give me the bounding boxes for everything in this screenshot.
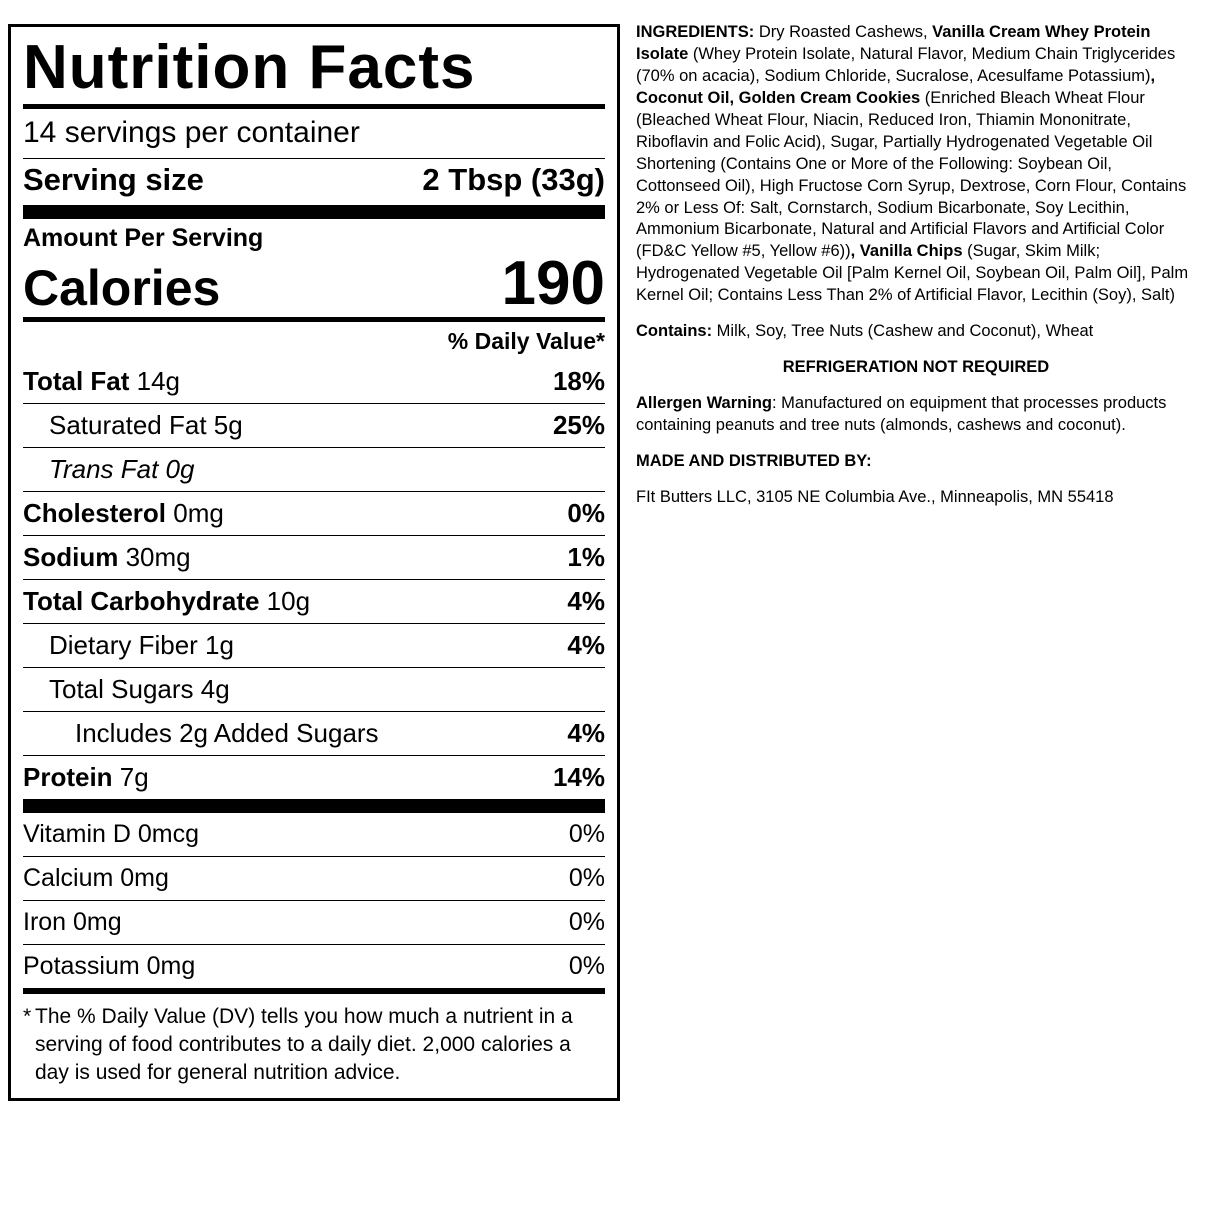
- nutrient-dv: 0%: [567, 497, 605, 528]
- table-row: [23, 580, 605, 624]
- table-row: [23, 668, 605, 712]
- manufacturer-address: FIt Butters LLC, 3105 NE Columbia Ave., Minneapolis, MN 55418: [636, 487, 1114, 506]
- ingredients-bold-3: , Vanilla Chips: [850, 242, 963, 261]
- nutrient-dv: 1%: [567, 541, 605, 572]
- table-row: [23, 756, 605, 799]
- table-row: [23, 360, 605, 404]
- daily-value-footnote: [23, 994, 605, 1088]
- ingredients-column: [636, 22, 1196, 523]
- table-row: [23, 901, 605, 945]
- ingredients-heading: INGREDIENTS:: [636, 23, 755, 41]
- table-row: [23, 492, 605, 536]
- daily-value-header: % Daily Value*: [447, 327, 605, 354]
- ingredients-line1: Dry Roasted Cashews,: [754, 23, 933, 41]
- serving-size-label: Serving size: [23, 161, 204, 197]
- nutrient-name: Total Fat 14g: [23, 365, 181, 396]
- allergen-warning-paragraph: [636, 393, 1196, 437]
- nutrient-dv: 0%: [568, 819, 605, 848]
- nutrient-dv: 0%: [568, 863, 605, 892]
- ingredients-after-bold-3: (Sugar, Skim Milk; Hydrogenated Vegetable Oil [Palm Kernel Oil, Soybean Oil, Palm Oil], Palm Kernel Oil; Contains Less Than 2% of Artificial Flavor, Lecithin (Soy), Salt): [636, 242, 1189, 305]
- table-row: [23, 404, 605, 448]
- calories-value: 190: [501, 248, 605, 318]
- nutrient-dv: 4%: [567, 585, 605, 616]
- divider-protein: [23, 799, 605, 813]
- nutrient-name: Iron 0mg: [23, 907, 122, 936]
- contains-text: Milk, Soy, Tree Nuts (Cashew and Coconut), Wheat: [712, 322, 1094, 341]
- nutrition-facts-panel: [8, 24, 620, 1101]
- table-row: [23, 857, 605, 901]
- nutrient-name: Cholesterol 0mg: [23, 497, 224, 528]
- contains-heading: Contains:: [636, 322, 713, 341]
- nutrient-name: Total Carbohydrate 10g: [23, 585, 311, 616]
- nutrient-dv: 4%: [567, 717, 605, 748]
- contains-paragraph: [636, 321, 1196, 343]
- table-row: [23, 536, 605, 580]
- nutrient-name: Vitamin D 0mcg: [23, 819, 199, 848]
- nutrition-facts-title: Nutrition Facts: [23, 33, 476, 102]
- calories-label: Calories: [23, 260, 221, 317]
- table-row: [23, 624, 605, 668]
- table-row: [23, 945, 605, 989]
- servings-per-container: 14 servings per container: [23, 116, 360, 150]
- divider-serving-size: [23, 205, 605, 219]
- table-row: [23, 448, 605, 492]
- nutrient-dv: 14%: [552, 761, 605, 792]
- nutrient-name: Saturated Fat 5g: [49, 409, 243, 440]
- nutrient-name: Dietary Fiber 1g: [49, 629, 234, 660]
- allergen-warning-text: : Manufactured on equipment that processes products containing peanuts and tree nuts (almonds, cashews and coconut).: [636, 394, 1167, 434]
- nutrient-dv: 0%: [568, 907, 605, 936]
- manufacturer-heading-text: MADE AND DISTRIBUTED BY:: [636, 451, 872, 470]
- ingredients-after-bold-2: (Enriched Bleach Wheat Flour (Bleached Wheat Flour, Niacin, Reduced Iron, Thiamin Mononitrate, Riboflavin and Folic Acid), Sugar, Partially Hydrogenated Vegetable Oil Shortening (Contains One or More of the Following: Soybean Oil, Cottonseed Oil), High Fructose Corn Syrup, Dextrose, Corn Flour, Contains 2% or Less Of: Salt, Cornstarch, Sodium Bicarbonate, Soy Lecithin, Ammonium Bicarbonate, Natural and Artificial Flavors and Artificial Color (FD&C Yellow #5, Yellow #6)): [636, 88, 1187, 261]
- nutrient-dv: 25%: [552, 409, 605, 440]
- footnote-text: The % Daily Value (DV) tells you how much a nutrient in a serving of food contributes to a daily diet. 2,000 calories a day is used for general nutrition advice.: [35, 1004, 573, 1085]
- amount-per-serving-label: Amount Per Serving: [23, 223, 264, 252]
- allergen-warning-heading: Allergen Warning: [636, 394, 772, 413]
- calories-row: [23, 248, 605, 318]
- nutrient-name: Calcium 0mg: [23, 863, 169, 892]
- nutrient-dv: 4%: [567, 629, 605, 660]
- serving-size-value: 2 Tbsp (33g): [422, 161, 605, 197]
- ingredients-after-bold-1: (Whey Protein Isolate, Natural Flavor, Medium Chain Triglycerides (70% on acacia), Sodium Chloride, Sucralose, Acesulfame Potassium): [636, 44, 1176, 85]
- serving-size-row: [23, 159, 605, 205]
- ingredients-bold-1: Vanilla Cream Whey Protein Isolate: [636, 23, 1151, 63]
- footnote-star: *: [23, 1004, 32, 1028]
- manufacturer-heading: [636, 451, 1196, 473]
- table-row: [23, 813, 605, 857]
- table-row: [23, 712, 605, 756]
- nutrient-dv: 0%: [568, 951, 605, 980]
- nutrient-dv: 18%: [552, 365, 605, 396]
- refrigeration-note: REFRIGERATION NOT REQUIRED: [782, 358, 1050, 377]
- ingredients-bold-2: , Coconut Oil, Golden Cream Cookies: [636, 66, 1156, 107]
- nutrient-name: Total Sugars 4g: [49, 673, 230, 704]
- nutrient-name: Trans Fat 0g: [49, 453, 195, 484]
- nutrient-name: Includes 2g Added Sugars: [75, 717, 379, 748]
- nutrient-name: Sodium 30mg: [23, 541, 191, 572]
- nutrient-name: Potassium 0mg: [23, 951, 196, 980]
- ingredients-paragraph: [636, 22, 1196, 307]
- nutrient-name: Protein 7g: [23, 761, 149, 792]
